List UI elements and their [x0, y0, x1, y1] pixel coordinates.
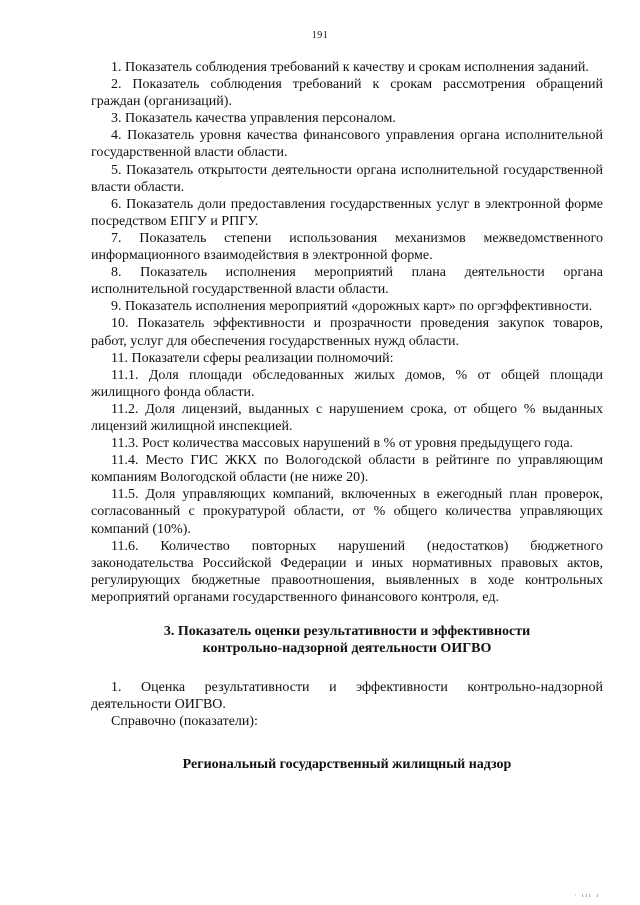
spacer — [91, 657, 603, 679]
scan-marks: · ııı ı — [574, 893, 600, 899]
list-item: 11.4. Место ГИС ЖКХ по Вологодской области в рейтинге по управляющим компаниям Вологодской области (не ниже 20). — [91, 453, 603, 486]
list-item: 11.6. Количество повторных нарушений (недостатков) бюджетного законодательства Российской Федерации и иных нормативных правовых актов, регулирующих бюджетные правоотношения, выявленных в ходе контрольных мероприятий органами государственного финансового контроля, ед. — [91, 538, 603, 605]
subsection-heading: Региональный государственный жилищный надзор — [182, 757, 512, 773]
list-item: 11.5. Доля управляющих компаний, включенных в ежегодный план проверок, согласованный с прокуратурой области, от % общего количества управляющих компаний (10%). — [91, 487, 603, 537]
list-item: 11.1. Доля площади обследованных жилых домов, % от общей площади жилищного фонда области. — [91, 367, 603, 400]
list-item: 6. Показатель доли предоставления государственных услуг в электронной форме посредством ЕПГУ и РПГУ. — [91, 196, 603, 229]
list-item: 4. Показатель уровня качества финансового управления органа исполнительной государственной власти области. — [91, 128, 603, 161]
section-heading-line-2: контрольно-надзорной деятельности ОИГВО — [202, 641, 492, 657]
document-body — [91, 59, 603, 774]
list-item: 11.2. Доля лицензий, выданных с нарушением срока, от общего % выданных лицензий жилищной инспекцией. — [91, 401, 603, 434]
list-item: 1. Показатель соблюдения требований к качеству и срокам исполнения заданий. — [111, 60, 589, 75]
spacer — [91, 730, 603, 756]
list-item: 9. Показатель исполнения мероприятий «дорожных карт» по оргэффективности. — [111, 299, 593, 315]
list-item: 5. Показатель открытости деятельности органа исполнительной государственной власти области. — [91, 162, 603, 195]
page-number: 191 — [311, 30, 329, 41]
list-item: 11. Показатели сферы реализации полномочий: — [111, 350, 394, 366]
list-item: 7. Показатель степени использования механизмов межведомственного информационного взаимодействия в электронной форме. — [91, 230, 603, 264]
spacer — [91, 606, 603, 623]
section-paragraph: 1. Оценка результативности и эффективности контрольно-надзорной деятельности ОИГВО. — [91, 680, 603, 713]
list-item: 2. Показатель соблюдения требований к срокам рассмотрения обращений граждан (организаций). — [91, 77, 603, 110]
section-paragraph: Справочно (показатели): — [111, 714, 258, 730]
section-heading-line-1: 3. Показатель оценки результативности и эффективности — [163, 624, 531, 639]
list-item: 3. Показатель качества управления персоналом. — [111, 111, 396, 127]
list-item: 10. Показатель эффективности и прозрачности проведения закупок товаров, работ, услуг для обеспечения государственных нужд области. — [91, 316, 603, 349]
list-item: 11.3. Рост количества массовых нарушений в % от уровня предыдущего года. — [111, 436, 574, 452]
list-item: 8. Показатель исполнения мероприятий плана деятельности органа исполнительной государственной власти области. — [91, 265, 603, 298]
